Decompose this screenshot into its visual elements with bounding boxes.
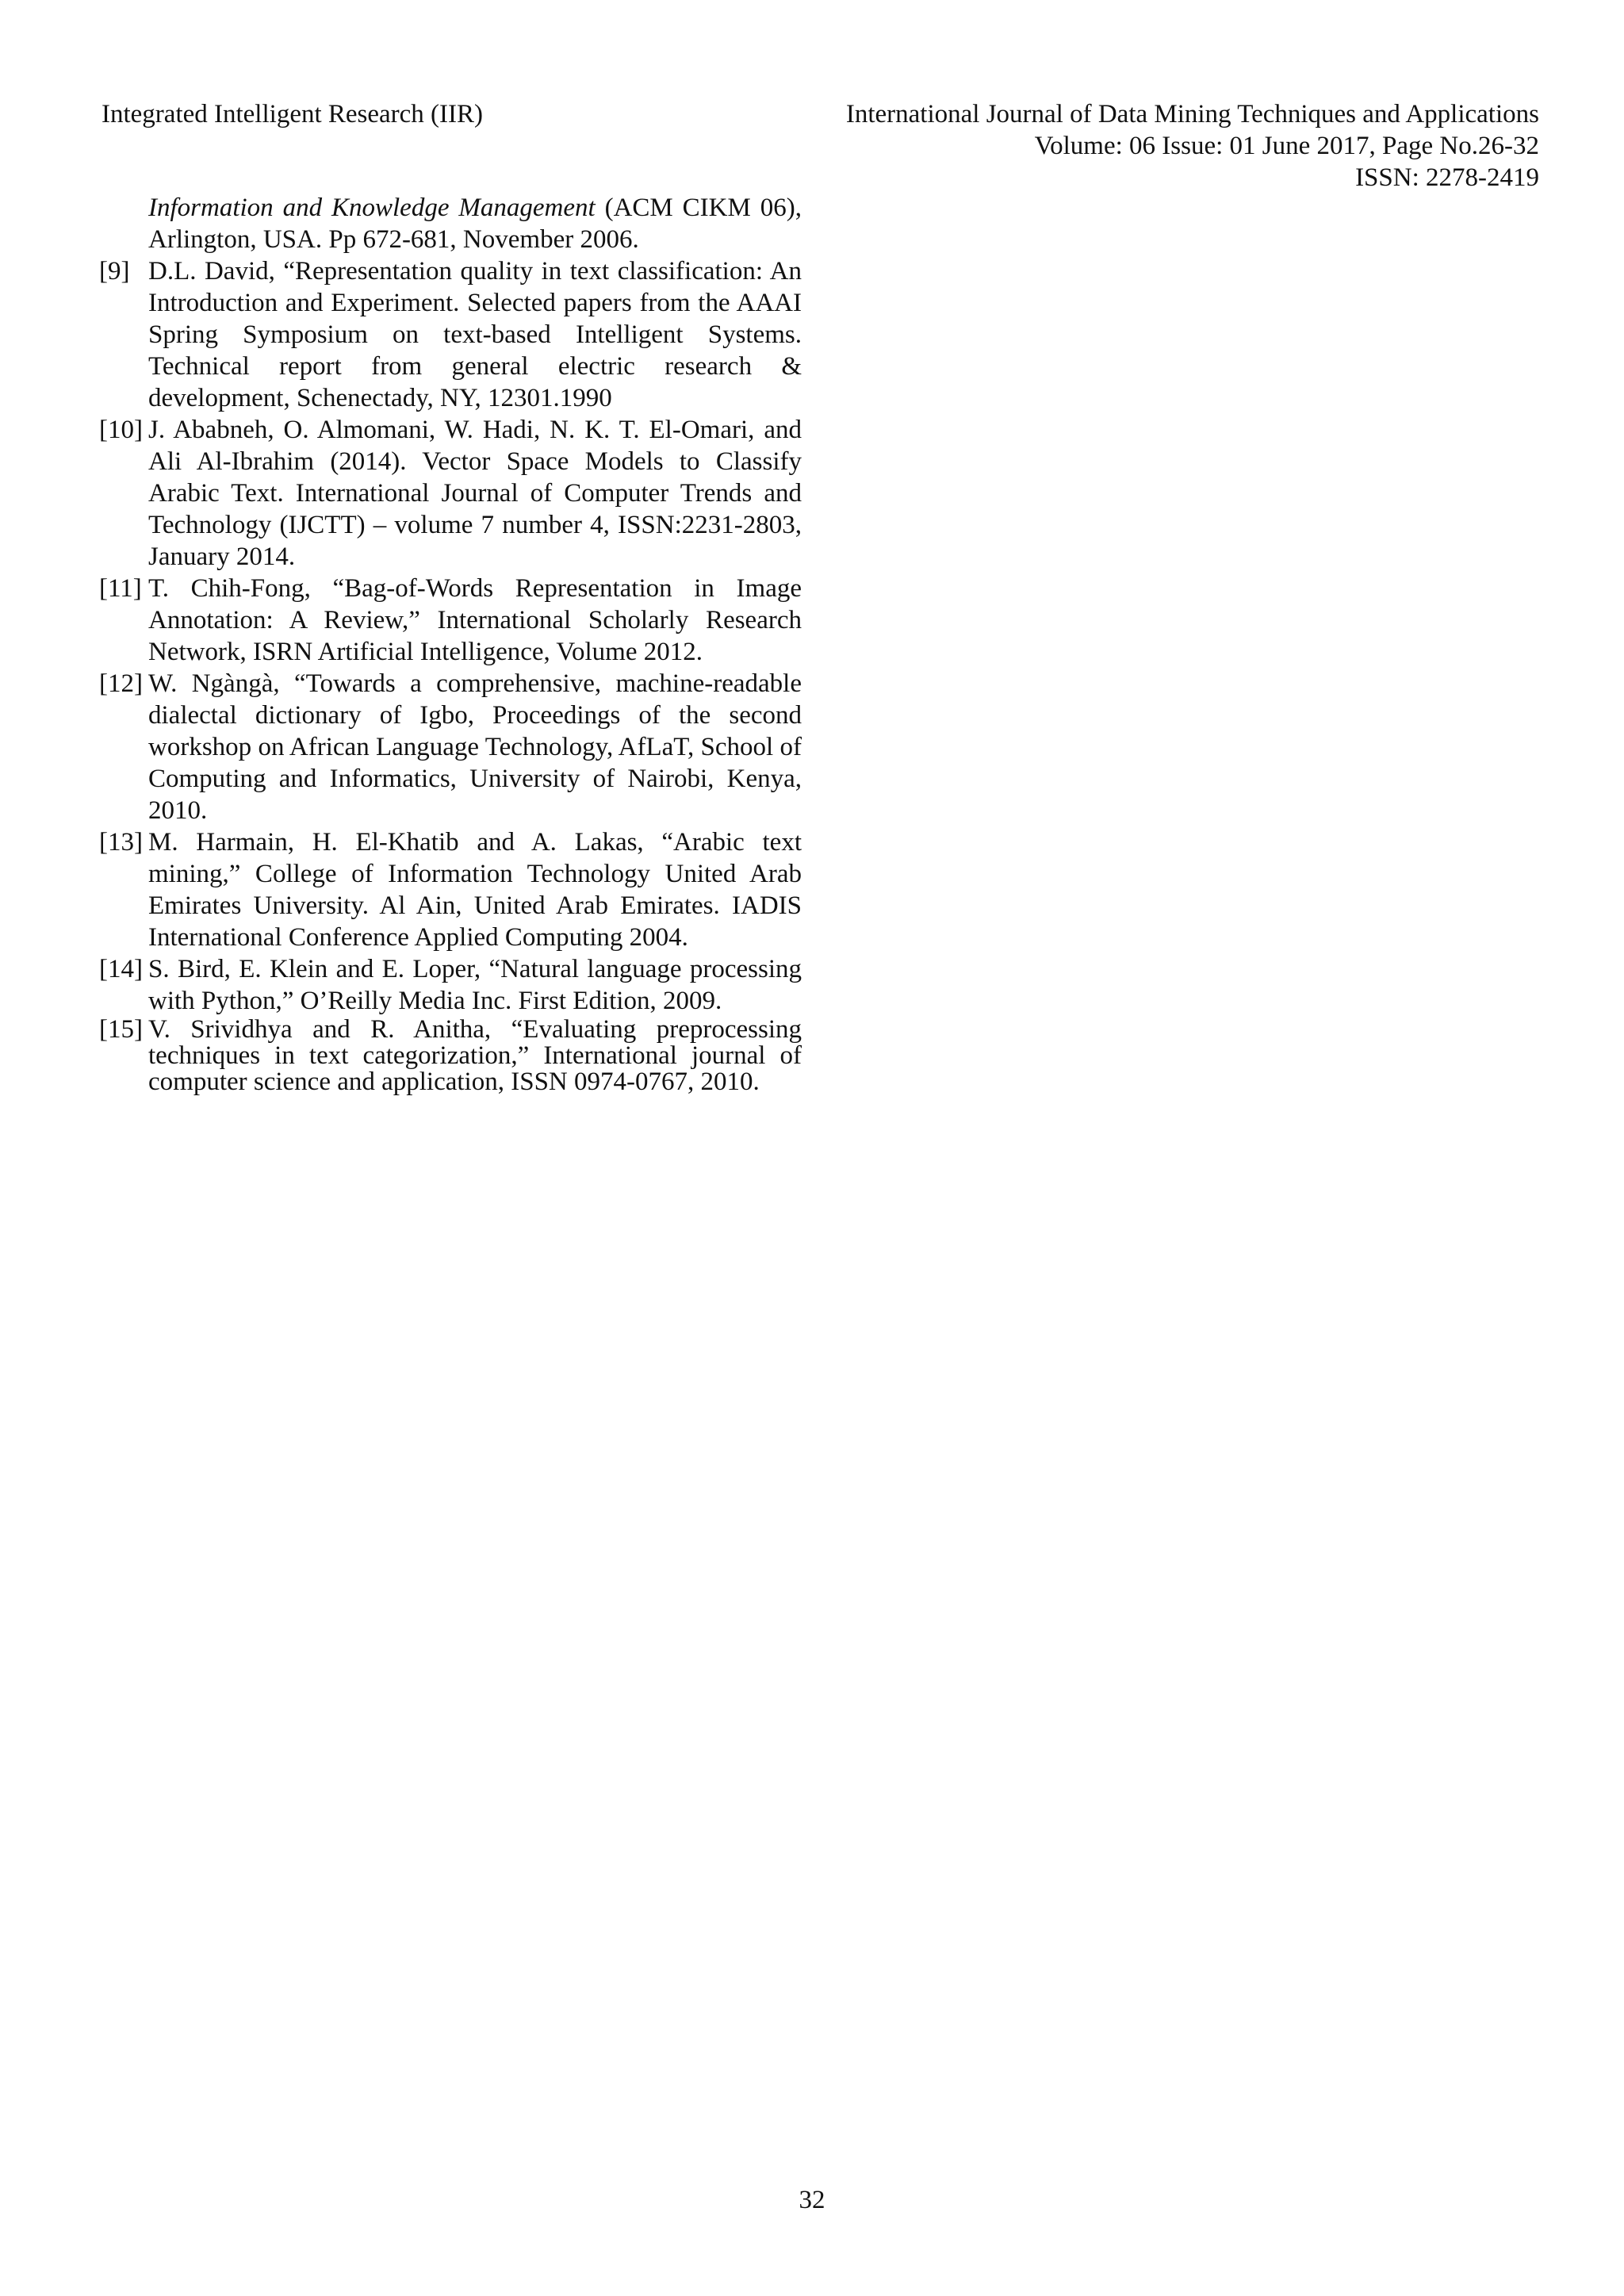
reference-list [99, 192, 802, 1095]
reference-item-13 [99, 826, 802, 953]
reference-text: S. Bird, E. Klein and E. Loper, “Natural language processing with Python,” O’Reilly Media Inc. First Edition, 2009. [148, 955, 802, 1015]
running-header-right [746, 98, 1539, 194]
reference-item-10 [99, 414, 802, 573]
reference-number: [14] [99, 955, 143, 983]
reference-item-14 [99, 953, 802, 1017]
reference-number: [15] [99, 1015, 143, 1044]
reference-text: D.L. David, “Representation quality in text classification: An Introduction and Experiment. Selected papers from the AAAI Spring Symposium on text-based Intelligent Systems. Technical report from general electric research & development, Schenectady, NY, 12301.1990 [148, 257, 802, 412]
reference-text: W. Ngàngà, “Towards a comprehensive, machine-readable dialectal dictionary of Igbo, Proceedings of the second workshop on African Language Technology, AfLaT, School of Computing and Informatics, University of Nairobi, Kenya, 2010. [148, 669, 802, 825]
reference-text: M. Harmain, H. El-Khatib and A. Lakas, “Arabic text mining,” College of Information Technology United Arab Emirates University. Al Ain, United Arab Emirates. IADIS International Conference Applied Computing 2004. [148, 828, 802, 952]
reference-item-9 [99, 255, 802, 414]
reference-number: [13] [99, 828, 143, 857]
reference-item-12 [99, 668, 802, 826]
reference-text: T. Chih-Fong, “Bag-of-Words Representation in Image Annotation: A Review,” International Scholarly Research Network, ISRN Artificial Intelligence, Volume 2012. [148, 574, 802, 666]
reference-number: [11] [99, 574, 142, 603]
journal-volume-issue: Volume: 06 Issue: 01 June 2017, Page No.26-32 [1034, 132, 1539, 160]
running-header-left: Integrated Intelligent Research (IIR) [102, 100, 484, 128]
reference-item-15 [99, 1017, 802, 1095]
reference-number: [12] [99, 669, 143, 698]
journal-issn: ISSN: 2278-2419 [1355, 163, 1539, 192]
reference-continuation-text: (ACM CIKM 06), Arlington, USA. Pp 672-681, November 2006. [148, 194, 802, 254]
reference-text: V. Srividhya and R. Anitha, “Evaluating preprocessing techniques in text categorization,” International journal of computer science and application, ISSN 0974-0767, 2010. [148, 1015, 802, 1096]
journal-title: International Journal of Data Mining Techniques and Applications [845, 100, 1539, 128]
page-number: 32 [799, 2186, 825, 2214]
reference-continuation-italic: Information and Knowledge Management [148, 194, 596, 222]
reference-continuation [99, 192, 802, 255]
reference-number: [9] [99, 257, 130, 286]
reference-text: J. Ababneh, O. Almomani, W. Hadi, N. K. T. El-Omari, and Ali Al-Ibrahim (2014). Vector Space Models to Classify Arabic Text. International Journal of Computer Trends and Technology (IJCTT) – volume 7 number 4, ISSN:2231-2803, January 2014. [148, 416, 802, 571]
reference-number: [10] [99, 416, 143, 444]
reference-item-11 [99, 573, 802, 668]
